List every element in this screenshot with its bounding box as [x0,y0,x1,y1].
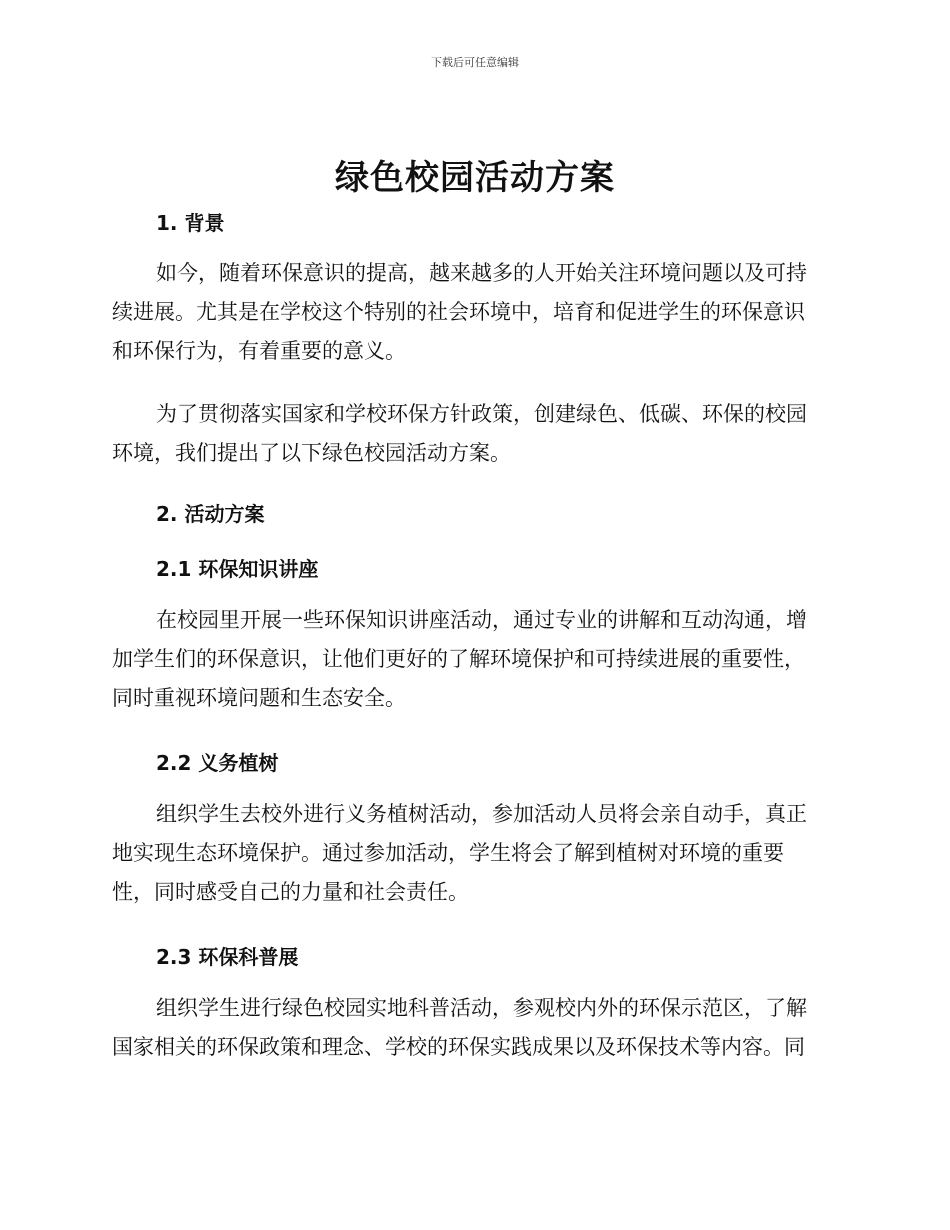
paragraph-lecture [112,601,830,718]
paragraph-line: 性，同时感受自己的力量和社会责任。 [112,880,469,904]
paragraph-background-1 [112,254,830,371]
section-heading-science-exhibit: 2.3 环保科普展 [156,945,299,969]
section-heading-tree-planting: 2.2 义务植树 [156,751,279,775]
paragraph-line: 组织学生进行绿色校园实地科普活动，参观校内外的环保示范区，了解 [156,996,807,1020]
paragraph-background-2 [112,395,830,473]
page-header-note: 下载后可任意编辑 [431,56,519,69]
paragraph-line: 组织学生去校外进行义务植树活动，参加活动人员将会亲自动手，真正 [156,802,807,826]
paragraph-line: 如今，随着环保意识的提高，越来越多的人开始关注环境问题以及可持 [156,261,807,285]
paragraph-line: 在校园里开展一些环保知识讲座活动，通过专业的讲解和互动沟通，增 [156,608,807,632]
paragraph-line: 同时重视环境问题和生态安全。 [112,686,406,710]
paragraph-science-exhibit [112,989,830,1067]
paragraph-line: 环境，我们提出了以下绿色校园活动方案。 [112,441,511,465]
paragraph-line: 续进展。尤其是在学校这个特别的社会环境中，培育和促进学生的环保意识 [112,300,805,324]
section-heading-lecture: 2.1 环保知识讲座 [156,557,319,581]
section-heading-background: 1. 背景 [156,211,225,235]
section-heading-plan: 2. 活动方案 [156,502,265,526]
paragraph-line: 国家相关的环保政策和理念、学校的环保实践成果以及环保技术等内容。同 [112,1035,805,1059]
paragraph-tree-planting [112,795,830,912]
paragraph-line: 加学生们的环保意识，让他们更好的了解环境保护和可持续进展的重要性， [112,647,805,671]
paragraph-line: 和环保行为，有着重要的意义。 [112,339,406,363]
paragraph-line: 为了贯彻落实国家和学校环保方针政策，创建绿色、低碳、环保的校园 [156,402,807,426]
paragraph-line: 地实现生态环境保护。通过参加活动，学生将会了解到植树对环境的重要 [112,841,784,865]
document-title: 绿色校园活动方案 [335,158,615,198]
